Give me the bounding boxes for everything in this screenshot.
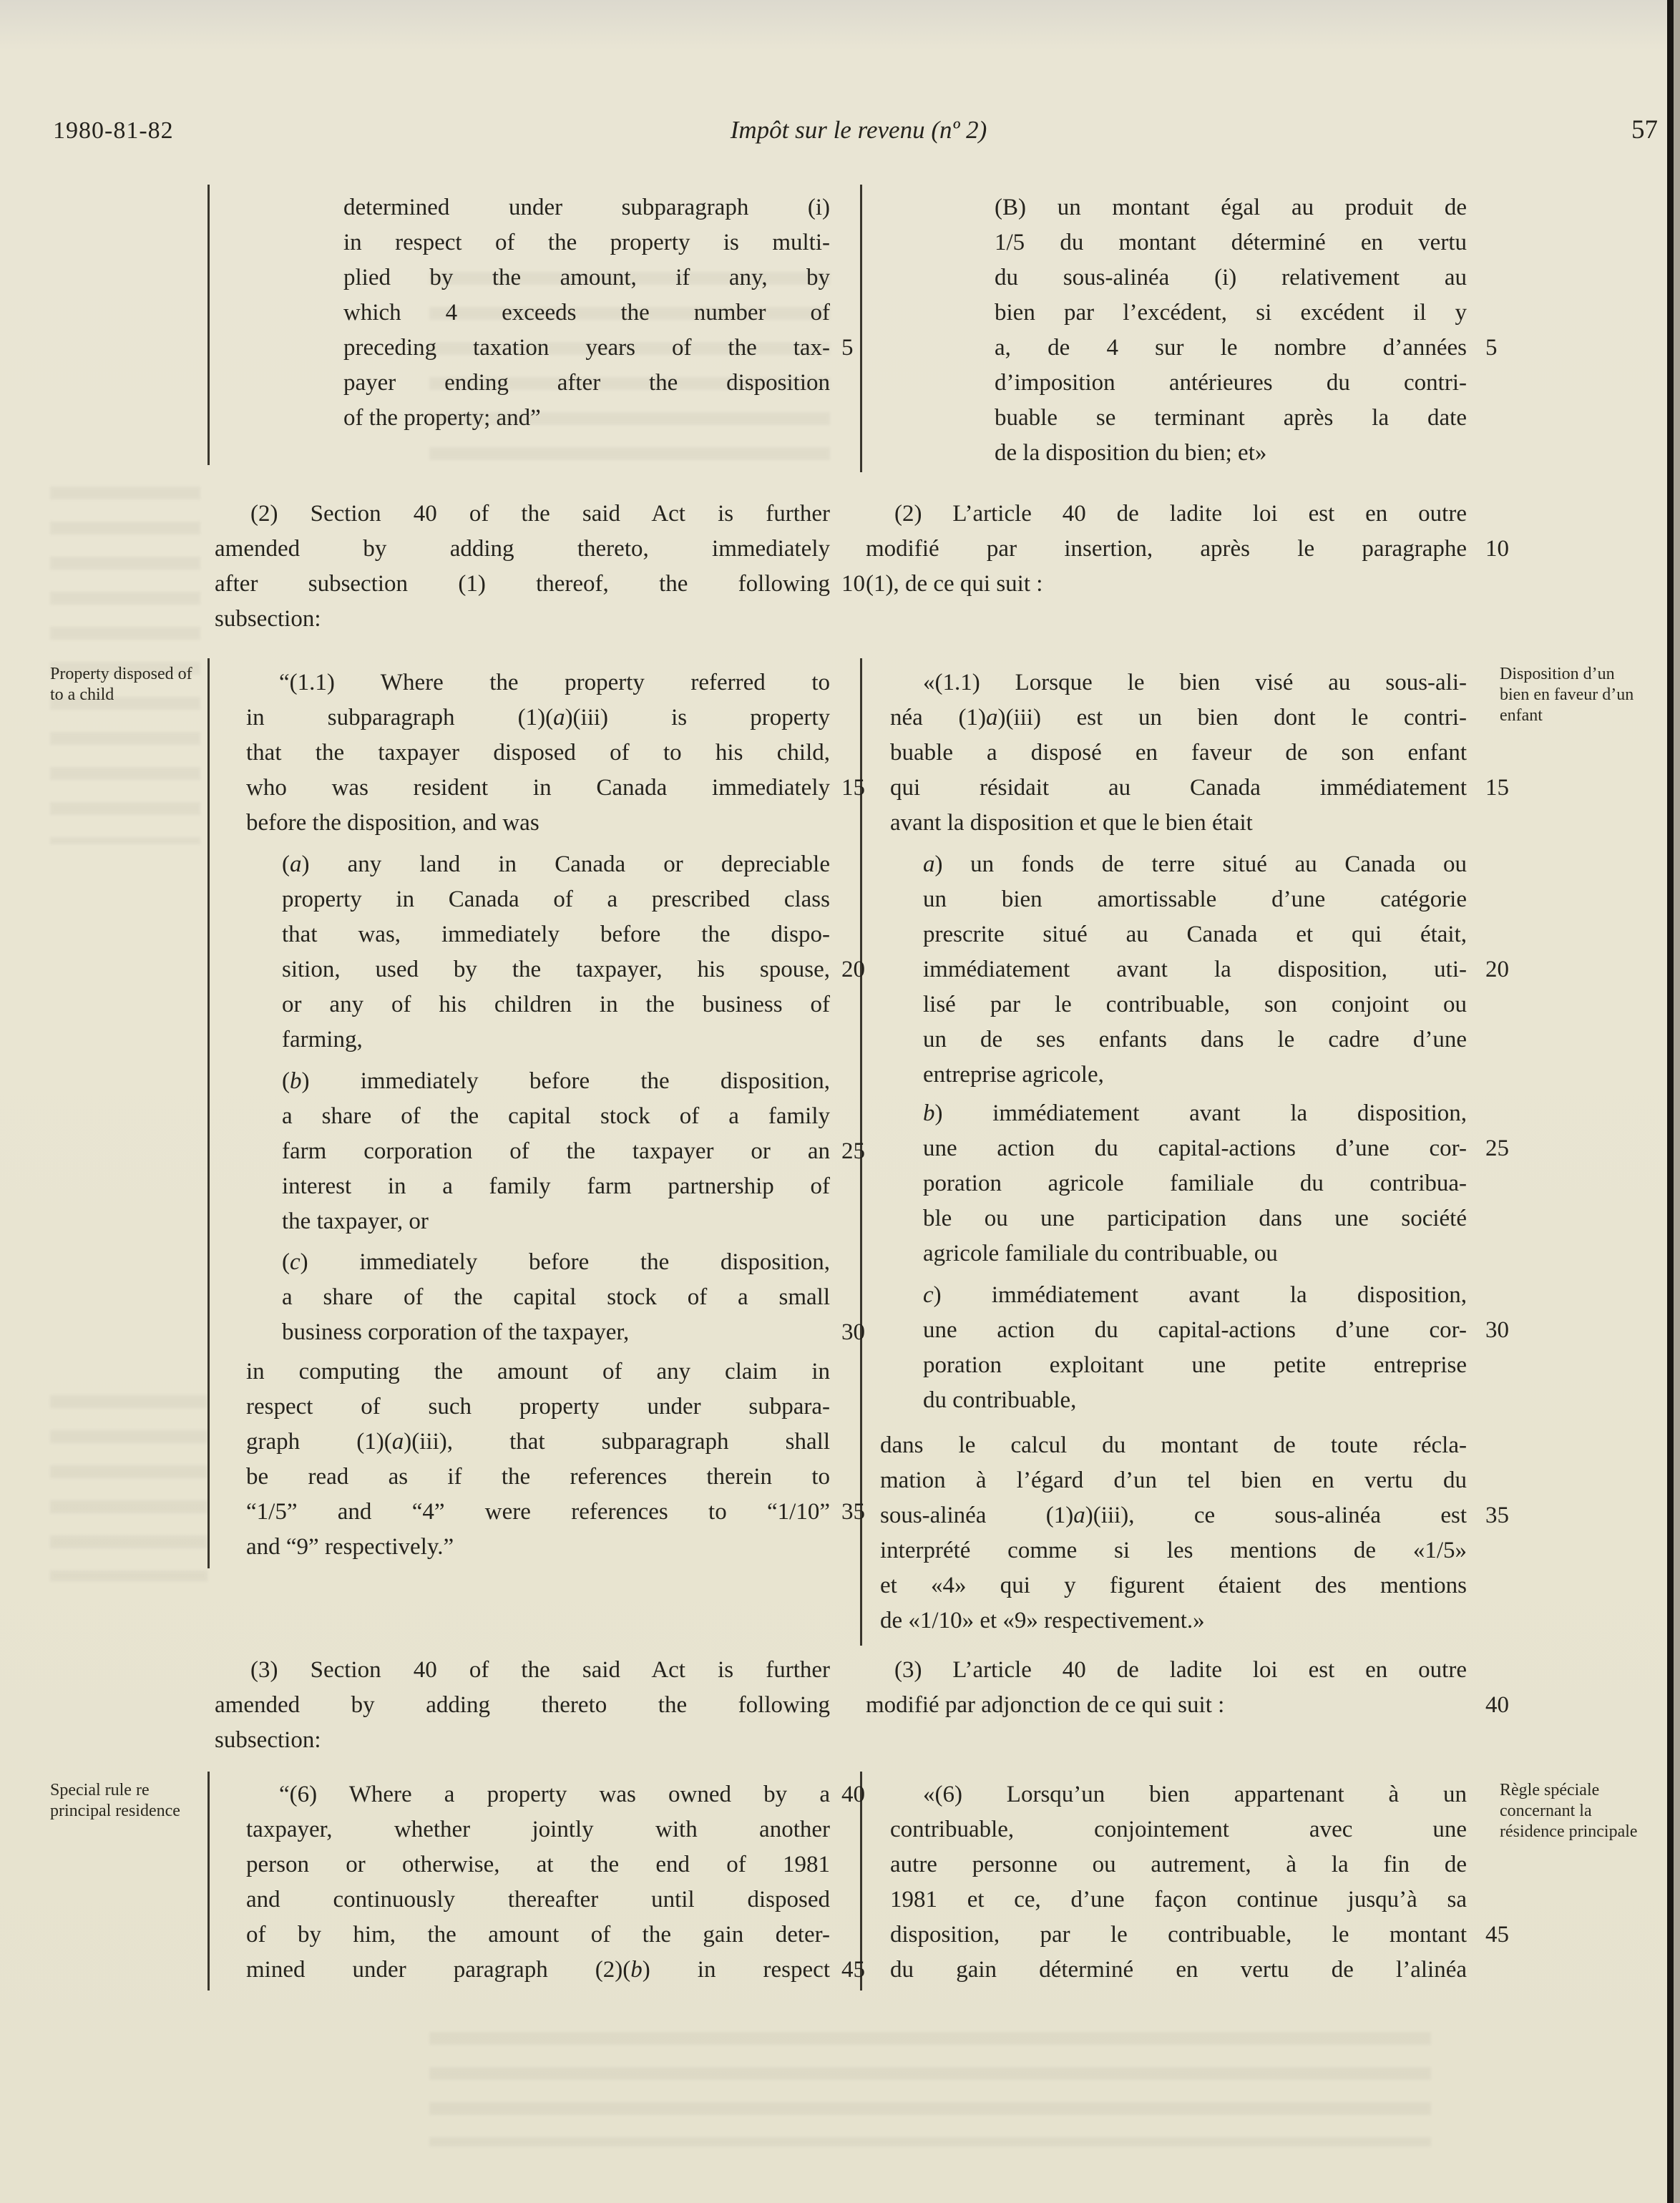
text-line: subsection: [215,606,321,632]
text-line: agricole familiale du contribuable, ou [923,1241,1278,1266]
text-line: payer ending after the disposition [343,370,830,396]
line-number: 25 [841,1138,865,1164]
text-line: bien par l’excédent, si excédent il y [995,300,1467,326]
text-block-english-6 [246,1354,865,1565]
text-line: that was, immediately before the dispo- [282,922,830,947]
text-line: “1/5” and “4” were references to “1/10” 35 [246,1495,830,1530]
statute-years: 1980-81-82 [53,117,174,144]
text-line: avant la disposition et que le bien était [890,810,1253,836]
text-line: sition, used by the taxpayer, his spouse, 20 [282,952,830,987]
text-line: preceding taxation years of the tax- 5 [343,331,830,366]
text-line: farm corporation of the taxpayer or an 25 [282,1134,830,1169]
text-line: de «1/10» et «9» respectivement.» [880,1608,1205,1633]
text-line: (1), de ce qui suit : [866,571,1043,597]
text-line: a) un fonds de terre situé au Canada ou [923,851,1467,877]
text-line: et «4» qui y figurent étaient des mentions [880,1573,1467,1598]
french-column [866,0,1509,2203]
margin-note-regle-speciale-residence: Règle spéciale concernant la résidence principale [1500,1781,1638,1841]
page-binding-edge [1667,0,1674,2203]
text-line: mined under paragraph (2)(b) in respect 45 [246,1953,830,1988]
line-number: 35 [841,1499,865,1525]
page-number: 57 [1631,115,1658,145]
line-number: 5 [841,335,854,361]
text-line: une action du capital-actions d’une cor- 30 [923,1313,1467,1348]
text-block-english-7 [215,1653,830,1758]
text-line: property in Canada of a prescribed class [282,886,830,912]
line-number: 35 [1485,1503,1509,1528]
line-number: 30 [1485,1317,1509,1343]
line-number: 10 [1485,536,1509,562]
text-line: 1/5 du montant déterminé en vertu [995,230,1467,255]
text-line: amended by adding thereto, immediately [215,536,830,562]
text-line: determined under subparagraph (i) [343,195,830,220]
text-line: interprété comme si les mentions de «1/5» [880,1538,1467,1563]
text-line: contribuable, conjointement avec une [890,1817,1467,1842]
text-line: who was resident in Canada immediately 15 [246,771,830,806]
text-line: graph (1)(a)(iii), that subparagraph shall [246,1429,831,1455]
text-block-english-0 [343,190,854,436]
text-block-french-6 [880,1428,1509,1638]
text-line: be read as if the references therein to [246,1464,830,1490]
text-line: (c) immediately before the disposition, [282,1249,830,1275]
text-block-french-2 [890,665,1509,841]
text-line: prescrite situé au Canada et qui était, [923,922,1467,947]
text-line: which 4 exceeds the number of [343,300,830,326]
text-line: and “9” respectively.” [246,1534,454,1560]
text-line: in subparagraph (1)(a)(iii) is property [246,705,830,731]
line-number: 20 [841,957,865,982]
text-line: (2) Section 40 of the said Act is further [250,501,830,527]
text-block-english-3 [282,847,865,1057]
text-line: c) immédiatement avant la disposition, [923,1282,1467,1308]
text-line: 1981 et ce, d’une façon continue jusqu’à sa [890,1887,1467,1913]
text-line: mation à l’égard d’un tel bien en vertu du [880,1467,1467,1493]
text-line: after subsection (1) thereof, the following 10 [215,567,830,602]
text-line: business corporation of the taxpayer, 30 [282,1315,830,1350]
text-line: une action du capital-actions d’une cor- 25 [923,1131,1467,1166]
line-number: 20 [1485,957,1509,982]
text-line: (3) Section 40 of the said Act is further [250,1657,830,1683]
text-line: of by him, the amount of the gain deter- [246,1922,830,1948]
text-block-english-5 [282,1245,865,1350]
text-block-english-2 [246,665,865,841]
text-line: «(6) Lorsqu’un bien appartenant à un [923,1782,1467,1807]
text-line: in respect of the property is multi- [343,230,830,255]
text-line: in computing the amount of any claim in [246,1359,830,1384]
line-number: 25 [1485,1135,1509,1161]
text-block-english-1 [215,497,865,637]
line-number: 40 [1485,1692,1509,1718]
amendment-rule [207,185,210,465]
text-line: the taxpayer, or [282,1208,429,1234]
text-line: or any of his children in the business of [282,992,830,1017]
text-line: a share of the capital stock of a small [282,1284,830,1310]
text-line: farming, [282,1027,363,1052]
text-line: person or otherwise, at the end of 1981 [246,1852,830,1877]
text-line: «(1.1) Lorsque le bien visé au sous-ali- [923,670,1467,695]
text-line: “(6) Where a property was owned by a 40 [246,1777,830,1812]
line-number: 40 [841,1782,865,1807]
text-line: entreprise agricole, [923,1062,1104,1088]
text-line: modifié par insertion, après le paragraphe 10 [866,532,1467,567]
text-line: poration agricole familiale du contribua- [923,1171,1467,1196]
text-block-french-3 [923,847,1509,1093]
text-line: immédiatement avant la disposition, uti- 20 [923,952,1467,987]
text-line: buable se terminant après la date [995,405,1467,431]
line-number: 45 [1485,1922,1509,1948]
text-line: dans le calcul du montant de toute récla- [880,1432,1467,1458]
text-line: de la disposition du bien; et» [995,440,1267,466]
text-block-french-4 [923,1096,1509,1271]
amendment-rule [207,658,210,1568]
text-line: sous-alinéa (1)a)(iii), ce sous-alinéa est 35 [880,1498,1467,1533]
text-line: modifié par adjonction de ce qui suit : 40 [866,1688,1467,1723]
text-line: a share of the capital stock of a family [282,1103,830,1129]
line-number: 10 [841,571,865,597]
text-line: d’imposition antérieures du contri- [995,370,1467,396]
text-line: and continuously thereafter until disposed [246,1887,830,1913]
text-line: “(1.1) Where the property referred to [279,670,830,695]
text-line: interest in a family farm partnership of [282,1173,830,1199]
text-line: autre personne ou autrement, à la fin de [890,1852,1467,1877]
text-line: (B) un montant égal au produit de [995,195,1467,220]
text-line: subsection: [215,1727,321,1753]
text-line: ble ou une participation dans une société [923,1206,1467,1231]
text-line: amended by adding thereto the following [215,1692,830,1718]
text-line: lisé par le contribuable, son conjoint ou [923,992,1467,1017]
bleedthrough-artifact [50,1395,207,1581]
text-line: a, de 4 sur le nombre d’années 5 [995,331,1467,366]
text-block-french-5 [923,1278,1509,1418]
margin-note-special-rule-residence: Special rule re principal residence [50,1781,180,1820]
line-number: 45 [841,1957,865,1983]
margin-note-disposition-bien-enfant: Disposition d’un bien en faveur d’un enfant [1500,665,1634,725]
text-line: respect of such property under subpara- [246,1394,830,1420]
text-line: b) immédiatement avant la disposition, [923,1100,1467,1126]
amendment-rule [207,1772,210,1990]
running-title: Impôt sur le revenu (nº 2) [730,116,987,144]
text-line: néa (1)a)(iii) est un bien dont le contri- [890,705,1467,731]
text-line: du sous-alinéa (i) relativement au [995,265,1467,290]
text-block-english-8 [246,1777,865,1988]
text-line: buable a disposé en faveur de son enfant [890,740,1467,766]
text-line: plied by the amount, if any, by [343,265,830,290]
text-line: that the taxpayer disposed of to his child, [246,740,830,766]
text-line: un bien amortissable d’une catégorie [923,886,1467,912]
text-line: qui résidait au Canada immédiatement 15 [890,771,1467,806]
text-line: (3) L’article 40 de ladite loi est en outre [894,1657,1467,1683]
text-line: disposition, par le contribuable, le montant 45 [890,1918,1467,1953]
margin-note-property-disposed-child: Property disposed of to a child [50,665,192,704]
text-line: taxpayer, whether jointly with another [246,1817,830,1842]
text-block-english-4 [282,1064,865,1239]
text-block-french-1 [866,497,1509,602]
text-line: (a) any land in Canada or depreciable [282,851,830,877]
text-line: (b) immediately before the disposition, [282,1068,830,1094]
text-block-french-0 [995,190,1498,471]
text-line: un de ses enfants dans le cadre d’une [923,1027,1467,1052]
text-line: poration exploitant une petite entreprise [923,1352,1467,1378]
text-line: du gain déterminé en vertu de l’alinéa [890,1957,1467,1983]
line-number: 5 [1485,335,1498,361]
line-number: 15 [841,775,865,801]
amendment-rule [860,185,862,472]
text-line: (2) L’article 40 de ladite loi est en outre [894,501,1467,527]
scan-edge [1674,0,1680,2203]
line-number: 30 [841,1319,865,1345]
text-line: of the property; and” [343,405,541,431]
text-block-french-8 [890,1777,1509,1988]
text-line: before the disposition, and was [246,810,539,836]
text-line: du contribuable, [923,1387,1077,1413]
text-block-french-7 [866,1653,1509,1723]
line-number: 15 [1485,775,1509,801]
